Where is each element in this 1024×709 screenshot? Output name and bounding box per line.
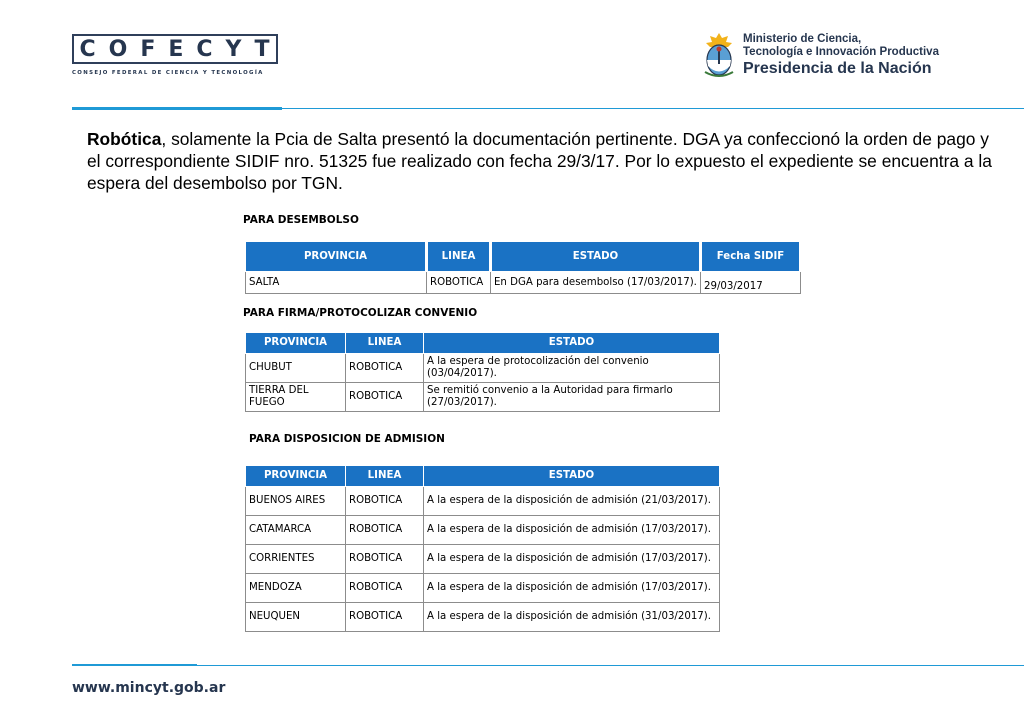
cell-estado: Se remitió convenio a la Autoridad para firmarlo (27/03/2017).	[424, 383, 720, 412]
footer-website-link[interactable]: www.mincyt.gob.ar	[72, 680, 226, 696]
footer-rule	[197, 665, 1024, 666]
cell-provincia: CHUBUT	[246, 354, 346, 383]
cell-estado: A la espera de la disposición de admisión (17/03/2017).	[424, 545, 720, 574]
cell-provincia: MENDOZA	[246, 574, 346, 603]
admision-title: PARA DISPOSICION DE ADMISION	[249, 433, 445, 445]
table-header-row	[246, 333, 720, 354]
column-header: PROVINCIA	[246, 242, 427, 272]
argentina-coat-of-arms-icon	[703, 32, 735, 78]
column-header: LINEA	[427, 242, 491, 272]
cofecyt-logo-subtitle: CONSEJO FEDERAL DE CIENCIA Y TECNOLOGÍA	[72, 70, 264, 76]
header-rule-accent	[72, 107, 282, 110]
cell-estado: A la espera de la disposición de admisión (31/03/2017).	[424, 603, 720, 632]
cell-linea: ROBOTICA	[346, 383, 424, 412]
cell-fecha-sidif: 29/03/2017	[701, 272, 801, 294]
table-row	[246, 487, 720, 516]
cell-linea: ROBOTICA	[427, 272, 491, 294]
table-row	[246, 383, 720, 412]
cell-linea: ROBOTICA	[346, 354, 424, 383]
desembolso-table	[245, 241, 802, 294]
cell-provincia: TIERRA DEL FUEGO	[246, 383, 346, 412]
cell-estado: A la espera de la disposición de admisión (21/03/2017).	[424, 487, 720, 516]
admision-table	[245, 465, 720, 632]
firma-table	[245, 332, 720, 412]
ministry-line-3: Presidencia de la Nación	[743, 60, 932, 77]
table-row	[246, 603, 720, 632]
footer-rule-accent	[72, 664, 197, 666]
ministry-line-1: Ministerio de Ciencia,	[743, 33, 862, 45]
cell-linea: ROBOTICA	[346, 545, 424, 574]
firma-title: PARA FIRMA/PROTOCOLIZAR CONVENIO	[243, 307, 478, 319]
cell-provincia: BUENOS AIRES	[246, 487, 346, 516]
column-header: ESTADO	[491, 242, 701, 272]
column-header: ESTADO	[424, 466, 720, 487]
intro-text: , solamente la Pcia de Salta presentó la documentación pertinente. DGA ya confeccionó la orden de pago y el correspondiente SIDIF nro. 51325 fue realizado con fecha 29/3/17. Por lo expuesto el expediente se encuentra a la espera del desembolso por TGN.	[87, 129, 992, 193]
cell-estado: A la espera de protocolización del convenio (03/04/2017).	[424, 354, 720, 383]
desembolso-title: PARA DESEMBOLSO	[243, 214, 359, 226]
cell-provincia: SALTA	[246, 272, 427, 294]
cell-provincia: CORRIENTES	[246, 545, 346, 574]
column-header: LINEA	[346, 466, 424, 487]
cell-linea: ROBOTICA	[346, 603, 424, 632]
column-header: PROVINCIA	[246, 466, 346, 487]
column-header: Fecha SIDIF	[701, 242, 801, 272]
cell-provincia: NEUQUEN	[246, 603, 346, 632]
table-row	[246, 516, 720, 545]
table-row	[246, 545, 720, 574]
table-header-row	[246, 466, 720, 487]
table-row	[246, 574, 720, 603]
cell-estado: En DGA para desembolso (17/03/2017).	[491, 272, 701, 294]
ministry-branding	[743, 33, 939, 79]
cell-linea: ROBOTICA	[346, 516, 424, 545]
column-header: PROVINCIA	[246, 333, 346, 354]
cell-provincia: CATAMARCA	[246, 516, 346, 545]
cofecyt-logo: COFECYT	[72, 34, 278, 64]
column-header: LINEA	[346, 333, 424, 354]
cell-estado: A la espera de la disposición de admisión (17/03/2017).	[424, 574, 720, 603]
ministry-line-2: Tecnología e Innovación Productiva	[743, 46, 939, 58]
intro-bold-term: Robótica	[87, 129, 162, 149]
table-row	[246, 354, 720, 383]
table-row	[246, 272, 801, 294]
cell-linea: ROBOTICA	[346, 487, 424, 516]
cell-linea: ROBOTICA	[346, 574, 424, 603]
cell-estado: A la espera de la disposición de admisión (17/03/2017).	[424, 516, 720, 545]
intro-paragraph	[87, 128, 992, 194]
header-rule	[282, 108, 1024, 109]
table-header-row	[246, 242, 801, 272]
column-header: ESTADO	[424, 333, 720, 354]
